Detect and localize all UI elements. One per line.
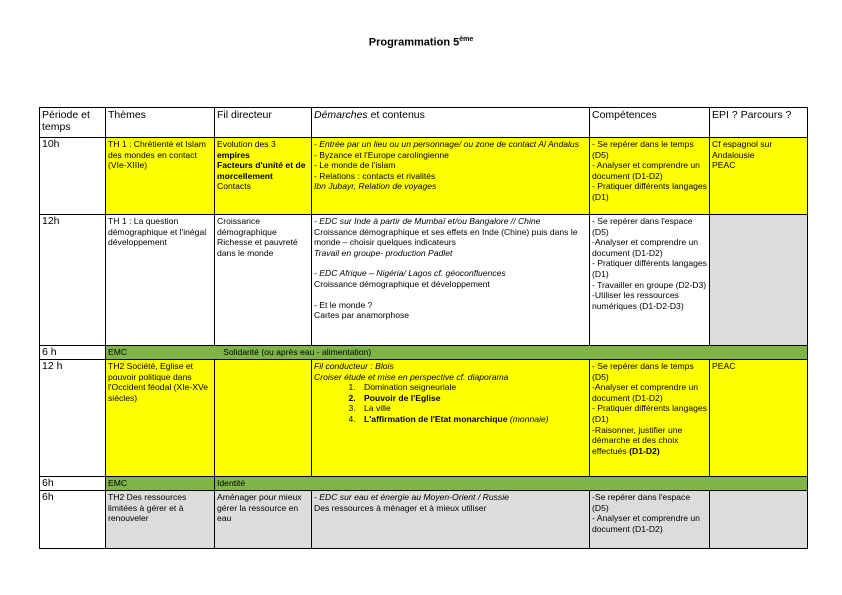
row-demarches: - EDC sur Inde à partir de Mumbaï et/ou Bangalore // Chine Croissance démographique et ses effets en Inde (Chine) puis dans le monde – choisir quelques indicateurs Travail en groupe- production Padlet - EDC Afrique – Nigéria/ Lagos cf. géoconfluences Croissance démographique et développement - Et le monde ? Cartes par anamorphose bbox=[312, 215, 590, 346]
row-competences: - Se repérer dans le temps (D5) -Analyser et comprendre un document (D1-D2) - Pratiquer différents langages (D1) -Raisonner, justifier une démarche et des choix effectués (D1-D2) bbox=[590, 360, 710, 477]
row-theme: TH2 Société, Eglise et pouvoir politique dans l'Occident féodal (XIe-XVe siècles) bbox=[106, 360, 215, 477]
row-time: 6h bbox=[40, 491, 106, 549]
header-epi: EPI ? Parcours ? bbox=[710, 108, 808, 138]
row-demarches: - EDC sur eau et énergie au Moyen-Orient / Russie Des ressources à ménager et à mieux utiliser bbox=[312, 491, 590, 549]
row-epi: Cf espagnol sur Andalousie PEAC bbox=[710, 138, 808, 215]
row-fil bbox=[215, 360, 312, 477]
table-row bbox=[40, 360, 808, 477]
row-demarches: - Entrée par un lieu ou un personnage/ ou zone de contact Al Andalus - Byzance et l'Europe carolingienne - Le monde de l'islam - Relations : contacts et rivalités Ibn Jubayr, Relation de voyages bbox=[312, 138, 590, 215]
row-epi bbox=[710, 491, 808, 549]
row-competences: -Se repérer dans l'espace (D5) - Analyser et comprendre un document (D1-D2) bbox=[590, 491, 710, 549]
header-demarches: Démarches et contenus bbox=[312, 108, 590, 138]
row-time: 6 h bbox=[40, 346, 106, 360]
row-emc-label: Identité bbox=[215, 477, 808, 491]
table-row-emc bbox=[40, 477, 808, 491]
row-epi: PEAC bbox=[710, 360, 808, 477]
row-time: 12 h bbox=[40, 360, 106, 477]
table-row bbox=[40, 138, 808, 215]
row-theme: TH 1 : Chrétienté et Islam des mondes en contact (VIe-XIIIe) bbox=[106, 138, 215, 215]
header-periode: Période et temps bbox=[40, 108, 106, 138]
row-emc: EMC bbox=[106, 477, 215, 491]
row-time: 6h bbox=[40, 477, 106, 491]
table-row-emc bbox=[40, 346, 808, 360]
row-time: 12h bbox=[40, 215, 106, 346]
table-header-row bbox=[40, 108, 808, 138]
row-theme: TH2 Des ressources limitées à gérer et à renouveler bbox=[106, 491, 215, 549]
page-title: Programmation 5ème bbox=[368, 36, 474, 49]
row-competences: - Se repérer dans l'espace (D5) -Analyser et comprendre un document (D1-D2) - Pratiquer différents langages (D1) - Travailler en groupe (D2-D3) -Utiliser les ressources numériques (D1-D2-D3) bbox=[590, 215, 710, 346]
table-row bbox=[40, 215, 808, 346]
row-fil: Evolution des 3 empires Facteurs d'unité et de morcellement Contacts bbox=[215, 138, 312, 215]
header-competences: Compétences bbox=[590, 108, 710, 138]
header-themes: Thèmes bbox=[106, 108, 215, 138]
programming-table bbox=[39, 107, 808, 549]
row-fil: Croissance démographique Richesse et pauvreté dans le monde bbox=[215, 215, 312, 346]
header-fil-directeur: Fil directeur bbox=[215, 108, 312, 138]
table-row bbox=[40, 491, 808, 549]
row-theme: TH 1 : La question démographique et l'inégal développement bbox=[106, 215, 215, 346]
row-fil: Aménager pour mieux gérer la ressource en eau bbox=[215, 491, 312, 549]
row-competences: - Se repérer dans le temps (D5) - Analyser et comprendre un document (D1-D2) - Pratiquer différents langages (D1) bbox=[590, 138, 710, 215]
row-time: 10h bbox=[40, 138, 106, 215]
row-epi bbox=[710, 215, 808, 346]
row-demarches: Fil conducteur : Blois Croiser étude et mise en perspective cf. diaporama 1. Domination seigneuriale 2. Pouvoir de l'Eglise 3. La ville 4. L'affirmation de l'Etat monarchique (monnaie) bbox=[312, 360, 590, 477]
row-emc: EMC Solidarité (ou après eau - alimentation) bbox=[106, 346, 808, 360]
